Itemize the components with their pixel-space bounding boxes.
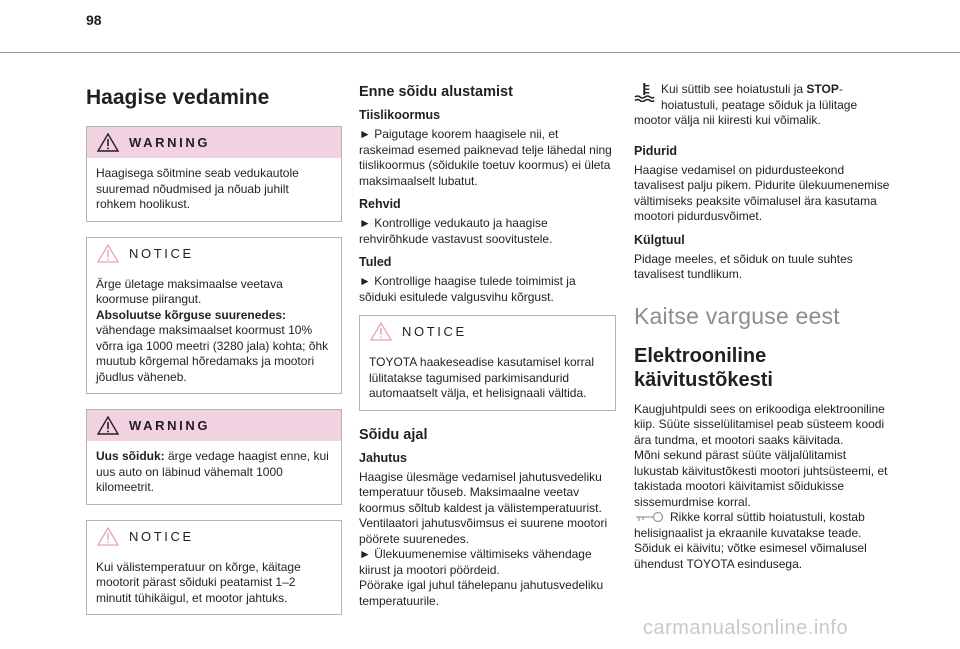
heading-tyres: Rehvid (359, 197, 401, 211)
warning-triangle-icon (97, 416, 119, 435)
paragraph: Haagise vedamisel on pidurdusteekond tavalisest palju pikem. Pidurite ülekuumenemise vältimiseks peaksite võimalusel ära kasutama mootori pidurdusvõimet. (634, 162, 890, 223)
paragraph: Pöörake igal juhul tähelepanu jahutusvedeliku temperatuurile. (359, 578, 604, 608)
heading-cooling: Jahutus (359, 450, 407, 465)
notice-text-2: vähendage maksimaalset koormust 10% võrra iga 1000 meetri (3280 jala) kohta; õhk muutub kõrgemal hõredamaks ja mootori jõudlus väheneb. (96, 323, 329, 384)
column-1 (86, 76, 342, 630)
notice-triangle-icon (370, 322, 392, 341)
paragraph: ► Kontrollige vedukauto ja haagise rehvirõhkude vastavust soovitustele. (359, 216, 553, 246)
paragraph: Sõiduk ei käivitu; võtke esimesel võimalusel ühendust TOYOTA esindusega. (634, 541, 867, 571)
warning-header (87, 410, 341, 441)
warning-bold: Uus sõiduk: (96, 449, 165, 463)
warning-header (87, 127, 341, 158)
paragraph: Kaugjuhtpuldi sees on erikoodiga elektrooniline kiip. Süüte sisselülitamisel peab süsteem koodi ära tundma, et mootori saaks käivitada. (634, 401, 885, 447)
notice-box (86, 237, 342, 395)
warning-label: WARNING (129, 418, 211, 433)
paragraph: Pidage meeles, et sõiduk on tuule suhtes tavalisest tundlikum. (634, 251, 853, 281)
notice-bold: Absoluutse kõrguse suurenedes: (96, 307, 287, 322)
warning-triangle-icon (97, 133, 119, 152)
warning-box (86, 409, 342, 505)
paragraph: ► Kontrollige haagise tulede toimimist ja sõiduki esitulede valgusvihu kõrgust. (359, 274, 576, 304)
heading-lights: Tuled (359, 255, 392, 269)
notice-box (86, 520, 342, 616)
notice-triangle-icon (97, 527, 119, 546)
warning-label: WARNING (129, 135, 211, 150)
paragraph: Mõni sekund pärast süüte väljalülitamist lukustab käivitustõkesti mootori juhtsüsteemi, et takistada mootori käivitamist sõidukisse sissemurdmise korral. (634, 448, 888, 509)
subsection-title: Sõidu ajal (359, 426, 428, 443)
coolant-temperature-icon (634, 82, 655, 102)
section-title: Elektrooniline käivitustõkesti (634, 344, 773, 391)
section-title: Haagise vedamine (86, 86, 270, 109)
notice-header (87, 521, 341, 552)
paragraph: ► Paigutage koorem haagisele nii, et raskeimad esemed paiknevad telje lähedal ning tiislikoormus (sõidukile toetuv koormus) ei ületa maksimaalselt lubatut. (359, 127, 612, 188)
page-number: 98 (86, 12, 102, 28)
notice-box (359, 315, 616, 411)
paragraph: Kui süttib see hoiatustuli ja (661, 82, 807, 96)
notice-header (360, 316, 615, 347)
key-warning-icon (634, 510, 664, 524)
column-2 (359, 76, 616, 616)
heading-brakes: Pidurid (634, 143, 678, 158)
notice-header (87, 238, 341, 269)
notice-label: NOTICE (129, 245, 194, 261)
notice-label: NOTICE (402, 324, 467, 339)
watermark: carmanualsonline.info (643, 617, 849, 639)
notice-text: Kui välistemperatuur on kõrge, käitage mootorit pärast sõiduki peatamist 1–2 minutit tühikäigul, et mootor jahtuks. (96, 559, 301, 605)
notice-triangle-icon (97, 244, 119, 263)
header-divider (0, 52, 960, 53)
notice-label: NOTICE (129, 528, 194, 544)
column-3 (634, 76, 891, 579)
paragraph: Rikke korral süttib hoiatustuli, kostab helisignaalist ja ekraanile kuvatakse teade. (634, 510, 865, 540)
notice-text: TOYOTA haakeseadise kasutamisel korral lülitatakse tagumised parkimisandurid automaatselt välja, et helisignaali vältida. (369, 355, 594, 400)
paragraph: -hoiatustuli, peatage sõiduk ja lülitage mootor välja nii kiiresti kui võimalik. (634, 82, 858, 127)
paragraph: ► Ülekuumenemise vältimiseks vähendage kiirust ja mootori pöördeid. (359, 547, 592, 577)
chapter-heading: Kaitse varguse eest (634, 302, 840, 329)
warning-box (86, 126, 342, 222)
notice-text: Ärge ületage maksimaalse veetava koormuse piirangut. (96, 276, 283, 306)
heading-crosswind: Külgtuul (634, 232, 685, 247)
warning-text: ärge vedage haagist enne, kui uus auto on läbinud vähemalt 1000 kilomeetrit. (96, 449, 329, 494)
paragraph: Haagise ülesmäge vedamisel jahutusvedeliku temperatuur tõuseb. Maksimaalne veetav koormus sõltub kaldest ja välistemperatuurist. Ventilaatori jahutusvõimsus ei suurene mootori pöörete suurenedes. (359, 469, 608, 546)
stop-label: STOP (806, 82, 839, 96)
warning-text: Haagisega sõitmine seab vedukautole suuremad nõudmised ja nõuab juhilt rohkem hoolikust. (96, 166, 299, 211)
heading-drawbar-load: Tiislikoormus (359, 108, 441, 122)
subsection-title: Enne sõidu alustamist (359, 84, 513, 100)
